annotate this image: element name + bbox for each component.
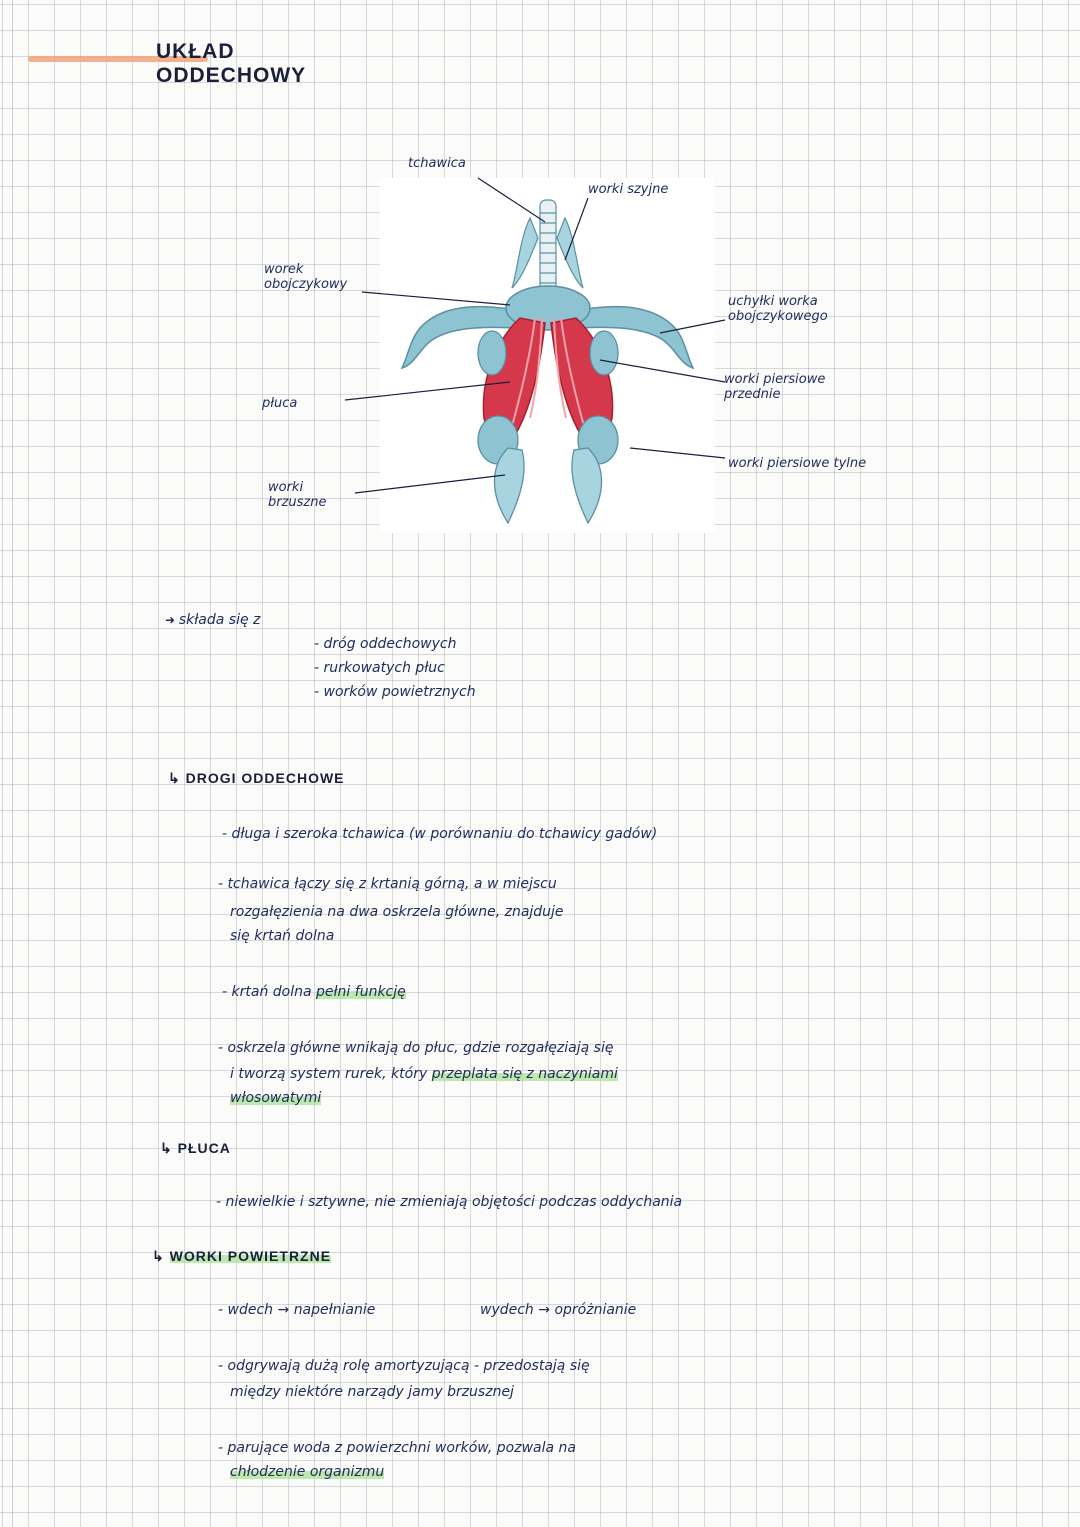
pluca-bullet-1-text: niewielkie i sztywne, nie zmieniają objętości podczas oddychania <box>225 1194 683 1210</box>
arrow-icon: ↳ <box>168 770 186 786</box>
drogi-bullet-2-line: rozgałęzienia na dwa oskrzela główne, znajduje <box>230 904 564 920</box>
section-heading-pluca <box>160 1140 231 1157</box>
worki-bullet-2-line: między niektóre narządy jamy brzusznej <box>230 1384 514 1400</box>
diagram-leader-lines <box>0 0 1080 560</box>
section-heading-text: PŁUCA <box>177 1140 231 1156</box>
worki-bullet-1-text: napełnianie <box>293 1302 376 1318</box>
label-tchawica: tchawica <box>408 156 466 171</box>
worki-bullet-1-text: opróżnianie <box>554 1302 637 1318</box>
section-heading-text: DROGI ODDECHOWE <box>185 770 345 786</box>
drogi-bullet-3-highlight: pełni funkcję <box>316 984 406 1000</box>
worki-bullet-3-line2 <box>230 1464 384 1481</box>
arrow-icon: ➜ <box>165 613 179 627</box>
worki-bullet-3: - parujące woda z powierzchni worków, pozwala na <box>218 1440 576 1456</box>
arrow-icon: ↳ <box>160 1140 178 1156</box>
intro-item: - dróg oddechowych <box>314 636 457 652</box>
label-worki-piersiowe-tylne: worki piersiowe tylne <box>728 456 867 471</box>
label-worki-piersiowe-przednie: worki piersiowe przednie <box>724 372 826 402</box>
drogi-bullet-4-highlight: przeplata się z naczyniami <box>431 1066 618 1082</box>
intro-item-text: rurkowatych płuc <box>323 660 445 676</box>
worki-bullet-1-text: wydech <box>480 1302 534 1318</box>
drogi-bullet-4: - oskrzela główne wnikają do płuc, gdzie rozgałęziają się <box>218 1040 614 1056</box>
section-heading-worki <box>152 1248 331 1265</box>
worki-bullet-1-text: wdech <box>227 1302 274 1318</box>
section-heading-drogi <box>168 770 345 787</box>
worki-bullet-3-highlight: chłodzenie organizmu <box>230 1464 385 1480</box>
drogi-bullet-3: - krtań dolna pełni funkcję <box>222 984 406 1000</box>
drogi-bullet-2: - tchawica łączy się z krtanią górną, a w miejscu <box>218 876 557 892</box>
arrow-icon: ↳ <box>152 1248 170 1264</box>
worki-bullet-3-line: parujące woda z powierzchni worków, pozwala na <box>227 1440 576 1456</box>
page-title: UKŁAD ODDECHOWY <box>156 40 307 87</box>
intro-item-text: dróg oddechowych <box>323 636 457 652</box>
worki-bullet-2: - odgrywają dużą rolę amortyzującą - przedostają się <box>218 1358 590 1374</box>
drogi-bullet-4-text: i tworzą system rurek, który <box>230 1066 432 1082</box>
drogi-bullet-4-line2 <box>230 1066 618 1083</box>
drogi-bullet-2-line: tchawica łączy się z krtanią górną, a w miejscu <box>227 876 557 892</box>
arrow-right-icon: → <box>538 1302 550 1318</box>
arrow-right-icon: → <box>277 1302 290 1318</box>
worki-bullet-1b <box>480 1302 636 1319</box>
pluca-bullet-1: - niewielkie i sztywne, nie zmieniają objętości podczas oddychania <box>216 1194 683 1210</box>
label-worki-brzuszne: worki brzuszne <box>268 480 327 510</box>
drogi-bullet-1: - długa i szeroka tchawica (w porównaniu do tchawicy gadów) <box>222 826 658 842</box>
drogi-bullet-4-line3 <box>230 1090 321 1107</box>
label-pluca: płuca <box>262 396 298 411</box>
drogi-bullet-4-highlight: włosowatymi <box>230 1090 322 1106</box>
label-uchylki: uchyłki worka obojczykowego <box>728 294 828 324</box>
intro-item-text: worków powietrznych <box>323 684 476 700</box>
intro-item: - worków powietrznych <box>314 684 476 700</box>
drogi-bullet-2-line: się krtań dolna <box>230 928 335 944</box>
drogi-bullet-1-text: długa i szeroka tchawica (w porównaniu do tchawicy gadów) <box>231 826 658 842</box>
worki-bullet-1: - wdech → napełnianie <box>218 1302 376 1318</box>
intro-lead-text: składa się z <box>178 612 261 628</box>
label-worek-obojczykowy: worek obojczykowy <box>264 262 348 292</box>
drogi-bullet-3-text: krtań dolna <box>231 984 312 1000</box>
intro-lead <box>165 612 260 629</box>
intro-item: - rurkowatych płuc <box>314 660 445 676</box>
worki-bullet-2-line: odgrywają dużą rolę amortyzującą - przedostają się <box>227 1358 590 1374</box>
drogi-bullet-4-line: oskrzela główne wnikają do płuc, gdzie rozgałęziają się <box>227 1040 614 1056</box>
section-heading-text: WORKI POWIETRZNE <box>169 1248 332 1264</box>
label-worki-szyjne: worki szyjne <box>588 182 669 197</box>
